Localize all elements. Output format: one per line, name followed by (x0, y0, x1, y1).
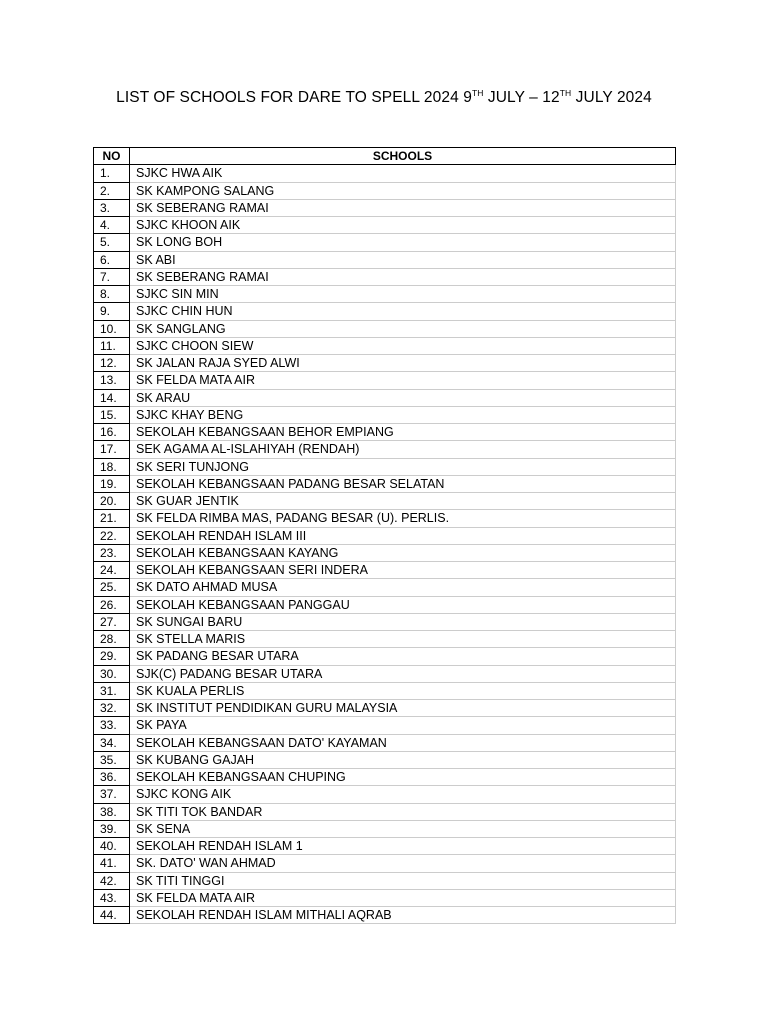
row-number: 16. (94, 424, 130, 441)
school-name: SEKOLAH KEBANGSAAN DATO' KAYAMAN (130, 734, 676, 751)
row-number: 15. (94, 406, 130, 423)
school-name: SEKOLAH KEBANGSAAN CHUPING (130, 769, 676, 786)
school-name: SK SEBERANG RAMAI (130, 268, 676, 285)
table-row (94, 700, 676, 717)
table-row (94, 234, 676, 251)
school-name: SEKOLAH RENDAH ISLAM III (130, 527, 676, 544)
row-number: 29. (94, 648, 130, 665)
table-row (94, 769, 676, 786)
row-number: 23. (94, 544, 130, 561)
title-start-rest: JULY – (483, 89, 543, 106)
school-name: SEK AGAMA AL-ISLAHIYAH (RENDAH) (130, 441, 676, 458)
school-name: SK. DATO' WAN AHMAD (130, 855, 676, 872)
school-name: SK PADANG BESAR UTARA (130, 648, 676, 665)
row-number: 37. (94, 786, 130, 803)
row-number: 41. (94, 855, 130, 872)
title-end-rest: JULY 2024 (571, 89, 652, 106)
school-name: SEKOLAH KEBANGSAAN BEHOR EMPIANG (130, 424, 676, 441)
school-name: SK FELDA MATA AIR (130, 372, 676, 389)
row-number: 2. (94, 182, 130, 199)
school-name: SK FELDA MATA AIR (130, 889, 676, 906)
school-name: SK JALAN RAJA SYED ALWI (130, 355, 676, 372)
row-number: 8. (94, 286, 130, 303)
school-name: SK SERI TUNJONG (130, 458, 676, 475)
table-row (94, 631, 676, 648)
table-row (94, 320, 676, 337)
header-schools: SCHOOLS (130, 148, 676, 165)
table-row (94, 872, 676, 889)
row-number: 39. (94, 820, 130, 837)
header-no: NO (94, 148, 130, 165)
school-name: SK SUNGAI BARU (130, 613, 676, 630)
row-number: 28. (94, 631, 130, 648)
table-row (94, 217, 676, 234)
school-name: SEKOLAH KEBANGSAAN KAYANG (130, 544, 676, 561)
row-number: 10. (94, 320, 130, 337)
table-row (94, 596, 676, 613)
row-number: 5. (94, 234, 130, 251)
table-row (94, 579, 676, 596)
school-name: SEKOLAH KEBANGSAAN SERI INDERA (130, 562, 676, 579)
school-name: SK SANGLANG (130, 320, 676, 337)
row-number: 19. (94, 475, 130, 492)
table-row (94, 751, 676, 768)
school-name: SJKC SIN MIN (130, 286, 676, 303)
table-row (94, 406, 676, 423)
table-row (94, 682, 676, 699)
table-row (94, 493, 676, 510)
school-name: SK SEBERANG RAMAI (130, 199, 676, 216)
table-row (94, 838, 676, 855)
table-row (94, 286, 676, 303)
row-number: 27. (94, 613, 130, 630)
school-name: SJKC CHIN HUN (130, 303, 676, 320)
row-number: 32. (94, 700, 130, 717)
school-name: SEKOLAH KEBANGSAAN PADANG BESAR SELATAN (130, 475, 676, 492)
school-name: SK STELLA MARIS (130, 631, 676, 648)
row-number: 18. (94, 458, 130, 475)
table-row (94, 475, 676, 492)
school-name: SJKC KONG AIK (130, 786, 676, 803)
school-name: SK KAMPONG SALANG (130, 182, 676, 199)
row-number: 24. (94, 562, 130, 579)
row-number: 17. (94, 441, 130, 458)
table-row (94, 562, 676, 579)
table-row (94, 544, 676, 561)
table-row (94, 717, 676, 734)
table-row (94, 441, 676, 458)
school-name: SK KUALA PERLIS (130, 682, 676, 699)
title-start-day: 9 (463, 89, 472, 106)
table-row (94, 251, 676, 268)
table-row (94, 907, 676, 924)
schools-table (93, 147, 676, 924)
schools-table-body (94, 165, 676, 924)
table-row (94, 458, 676, 475)
school-name: SK DATO AHMAD MUSA (130, 579, 676, 596)
school-name: SK TITI TINGGI (130, 872, 676, 889)
row-number: 22. (94, 527, 130, 544)
title-end-suffix: TH (559, 87, 572, 98)
table-row (94, 337, 676, 354)
table-header-row (94, 148, 676, 165)
row-number: 14. (94, 389, 130, 406)
row-number: 36. (94, 769, 130, 786)
row-number: 38. (94, 803, 130, 820)
school-name: SK GUAR JENTIK (130, 493, 676, 510)
school-name: SK ABI (130, 251, 676, 268)
table-row (94, 786, 676, 803)
table-row (94, 199, 676, 216)
table-row (94, 182, 676, 199)
table-row (94, 527, 676, 544)
table-row (94, 165, 676, 182)
school-name: SK INSTITUT PENDIDIKAN GURU MALAYSIA (130, 700, 676, 717)
school-name: SK PAYA (130, 717, 676, 734)
school-name: SK TITI TOK BANDAR (130, 803, 676, 820)
school-name: SJK(C) PADANG BESAR UTARA (130, 665, 676, 682)
row-number: 40. (94, 838, 130, 855)
table-row (94, 268, 676, 285)
row-number: 6. (94, 251, 130, 268)
table-row (94, 820, 676, 837)
title-end-day: 12 (542, 89, 560, 106)
row-number: 26. (94, 596, 130, 613)
page-title (0, 89, 768, 107)
row-number: 13. (94, 372, 130, 389)
row-number: 44. (94, 907, 130, 924)
table-row (94, 510, 676, 527)
row-number: 31. (94, 682, 130, 699)
table-row (94, 389, 676, 406)
row-number: 7. (94, 268, 130, 285)
school-name: SJKC HWA AIK (130, 165, 676, 182)
row-number: 33. (94, 717, 130, 734)
table-row (94, 889, 676, 906)
table-row (94, 855, 676, 872)
row-number: 1. (94, 165, 130, 182)
row-number: 43. (94, 889, 130, 906)
table-row (94, 648, 676, 665)
row-number: 11. (94, 337, 130, 354)
row-number: 3. (94, 199, 130, 216)
school-name: SJKC KHAY BENG (130, 406, 676, 423)
table-row (94, 613, 676, 630)
table-row (94, 734, 676, 751)
school-name: SK KUBANG GAJAH (130, 751, 676, 768)
school-name: SK FELDA RIMBA MAS, PADANG BESAR (U). PERLIS. (130, 510, 676, 527)
title-prefix: LIST OF SCHOOLS FOR DARE TO SPELL 2024 (116, 89, 464, 106)
row-number: 30. (94, 665, 130, 682)
table-row (94, 665, 676, 682)
row-number: 25. (94, 579, 130, 596)
school-name: SK SENA (130, 820, 676, 837)
school-name: SJKC CHOON SIEW (130, 337, 676, 354)
school-name: SEKOLAH RENDAH ISLAM MITHALI AQRAB (130, 907, 676, 924)
row-number: 35. (94, 751, 130, 768)
row-number: 20. (94, 493, 130, 510)
school-name: SJKC KHOON AIK (130, 217, 676, 234)
row-number: 21. (94, 510, 130, 527)
row-number: 4. (94, 217, 130, 234)
table-row (94, 303, 676, 320)
table-row (94, 424, 676, 441)
table-row (94, 803, 676, 820)
table-row (94, 372, 676, 389)
row-number: 42. (94, 872, 130, 889)
row-number: 9. (94, 303, 130, 320)
school-name: SK ARAU (130, 389, 676, 406)
school-name: SK LONG BOH (130, 234, 676, 251)
school-name: SEKOLAH RENDAH ISLAM 1 (130, 838, 676, 855)
row-number: 12. (94, 355, 130, 372)
row-number: 34. (94, 734, 130, 751)
school-name: SEKOLAH KEBANGSAAN PANGGAU (130, 596, 676, 613)
table-row (94, 355, 676, 372)
title-start-suffix: TH (471, 87, 484, 98)
